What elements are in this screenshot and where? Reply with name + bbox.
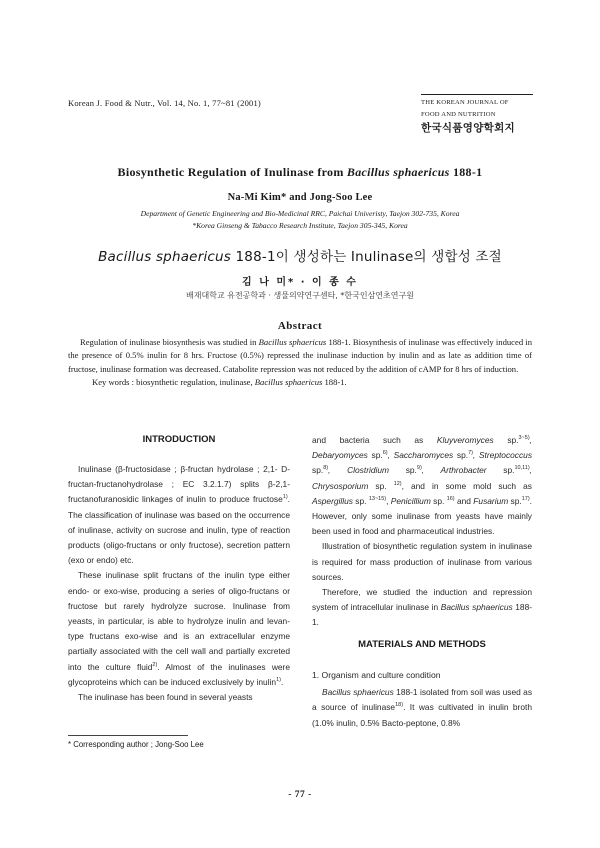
methods-paragraph-1: [312, 685, 532, 731]
intro-paragraph-6: [312, 585, 532, 631]
genus: Aspergillus: [312, 495, 353, 506]
affiliation-ko: 배재대학교 유전공학과 · 생물의약연구센타, *한국인삼연초연구원: [186, 291, 414, 300]
text: sp.: [493, 435, 519, 445]
text: sp.: [508, 495, 522, 506]
citation-ref: 8): [323, 465, 329, 472]
footnote-divider: [68, 735, 188, 736]
text: . However, only some inulinase from yeasts have mainly been used in food and pharmaceutical industries.: [312, 495, 532, 537]
text: sp.: [389, 465, 417, 476]
text: sp.: [312, 465, 324, 476]
genus: Penicillium: [390, 495, 431, 506]
genus: , Clostridium: [328, 465, 389, 476]
genus: , Saccharomyces: [387, 450, 454, 461]
text: sp.: [367, 450, 383, 461]
abstract-text: [68, 336, 532, 376]
authors-en: Na-Mi Kim* and Jong-Soo Lee: [227, 192, 373, 203]
intro-paragraph-3: The inulinase has been found in several yeasts: [78, 692, 253, 703]
citation-ref: 10,11): [514, 465, 530, 472]
text: , and in some mold such as: [401, 480, 532, 491]
citation-ref: 13~15): [368, 496, 387, 503]
journal-name-ko: 한국식품영양학회지: [421, 122, 515, 134]
intro-paragraph-5: Illustration of biosynthetic regulation system in inulinase is required for mass production of inulinase from various sources.: [312, 541, 532, 582]
citation-ref: 1): [282, 494, 288, 501]
keywords-text: 188-1.: [322, 377, 347, 388]
title-text: Biosynthetic Regulation of Inulinase from: [117, 165, 347, 179]
text: sp.: [453, 450, 469, 461]
text: sp.: [352, 495, 369, 506]
introduction-column: [68, 462, 290, 705]
text: Inulinase (β-fructosidase ; β-fructan hydrolase ; 2,1- D-fructan-fructanohydrolase ; EC 3.2.1.7) splits β-2,1-fructanofuranosidic linkages of inulin to produce fructose: [68, 464, 290, 505]
text: . Almost of the inulinases were glycoproteins which can be induced exclusively by inulin: [68, 661, 290, 687]
species: Bacillus sphaericus: [322, 687, 394, 698]
paper-title-ko: [0, 245, 600, 265]
methods-section-1: [312, 668, 532, 731]
abstract-part: Regulation of inulinase biosynthesis was studied in: [80, 337, 259, 347]
citation-ref: 1): [276, 677, 281, 684]
text: and: [454, 495, 474, 506]
keywords: [68, 376, 532, 389]
paper-title-en: [0, 165, 600, 180]
intro-paragraph-4: [312, 433, 532, 539]
intro-paragraph-1: [68, 462, 290, 568]
citation-ref: 3~5): [518, 435, 530, 442]
keywords-text: biosynthetic regulation, inulinase,: [136, 377, 255, 388]
affiliation-2: *Korea Ginseng & Tabacco Research Institute, Taejon 305-345, Korea: [192, 221, 408, 230]
genus: , Streptococcus: [472, 450, 533, 461]
citation-ref: 7): [468, 450, 473, 457]
text: These inulinase split fructans of the inulin type either endo- or exo-wise, producing a series of oligo-fructans or fructose but rarely hydrolyze sucrose. Inulinase from yeasts, in particular, is able to hydrolyze inulin and levan-type fructans exo-wise and is an extracellular enzyme partially associated with the cell wall and partially excreted into the culture fluid: [68, 570, 290, 672]
page-number: - 77 -: [288, 790, 312, 800]
genus: Kluyveromyces: [436, 435, 494, 445]
abstract-part: 188-1. Biosynthesis of inulinase was effectively induced in the presence of 0.5% inulin for 8 hrs. Fructose (0.5%) repressed the inulinase induction by inulin and as late as addition time of fructose, inulinase formation was decreased. Catabolite repression was not reduced by the addition of cAMP for 8 hrs of induction.: [68, 337, 532, 374]
genus: , Debaryomyces: [312, 435, 532, 461]
keywords-species: Bacillus sphaericus: [254, 377, 323, 388]
text: Therefore, we studied the induction and repression system of intracellular inulinase in: [312, 587, 532, 613]
title-strain: 188-1: [449, 165, 483, 179]
materials-methods-heading: MATERIALS AND METHODS: [358, 639, 486, 650]
text: 188-1.: [312, 602, 533, 628]
text: sp.: [430, 495, 447, 506]
abstract-species: Bacillus sphaericus: [258, 337, 327, 347]
text: 188-1 isolated from soil was used as a source of inulinase: [312, 687, 533, 713]
text: sp.: [486, 465, 515, 476]
species: Bacillus sphaericus: [440, 602, 513, 613]
genus: , Arthrobacter: [421, 465, 487, 476]
journal-name-en-line2: FOOD AND NUTRITION: [421, 111, 496, 118]
abstract-heading: Abstract: [277, 320, 323, 332]
genus: , Chrysosporium: [312, 465, 532, 491]
subsection-heading: 1. Organism and culture condition: [312, 670, 441, 680]
text: . It was cultivated in inulin broth (1.0% inulin, 0.5% Bacto-peptone, 0.8%: [312, 702, 532, 728]
text: ,: [386, 495, 391, 506]
citation-ref: 18): [395, 702, 404, 709]
introduction-heading: INTRODUCTION: [142, 434, 216, 445]
authors-ko: 김 나 미* · 이 종 수: [242, 277, 358, 288]
text: and bacteria such as: [312, 435, 437, 445]
title-species: Bacillus sphaericus: [346, 165, 450, 179]
keywords-label: Key words :: [92, 377, 137, 388]
footnote: * Corresponding author ; Jong-Soo Lee: [68, 740, 204, 749]
intro-paragraph-2: [68, 568, 290, 690]
citation-ref: 12): [393, 480, 402, 487]
abstract-body: [68, 336, 532, 390]
affiliation-1: Department of Genetic Engineering and Bio-Medicinal RRC, Paichai Univeristy, Taejon 302-735, Korea: [140, 209, 460, 218]
text: . The classification of inulinase was based on the occurrence of inulinase, activity on sucrose and inulin, type of reaction products (oligo-fructans or only fructose), secretion pattern (exo or endo) etc.: [68, 494, 290, 566]
text: sp.: [368, 480, 394, 491]
text: .: [281, 676, 284, 687]
citation-ref: 6): [382, 450, 388, 457]
title-ko-species: Bacillus sphaericus: [98, 249, 232, 265]
genus: Fusarium: [473, 495, 509, 506]
citation-ref: 17): [521, 496, 530, 503]
right-column: [312, 433, 532, 631]
citation-ref: 16): [446, 496, 455, 503]
citation-ref: 2): [152, 661, 158, 668]
journal-citation: Korean J. Food & Nutr., Vol. 14, No. 1, 77~81 (2001): [68, 98, 261, 108]
journal-logo: [421, 94, 533, 135]
title-ko-text: 188-1이 생성하는 Inulinase의 생합성 조절: [231, 249, 502, 265]
citation-ref: 9): [416, 465, 422, 472]
journal-name-en-line1: THE KOREAN JOURNAL OF: [421, 99, 509, 106]
